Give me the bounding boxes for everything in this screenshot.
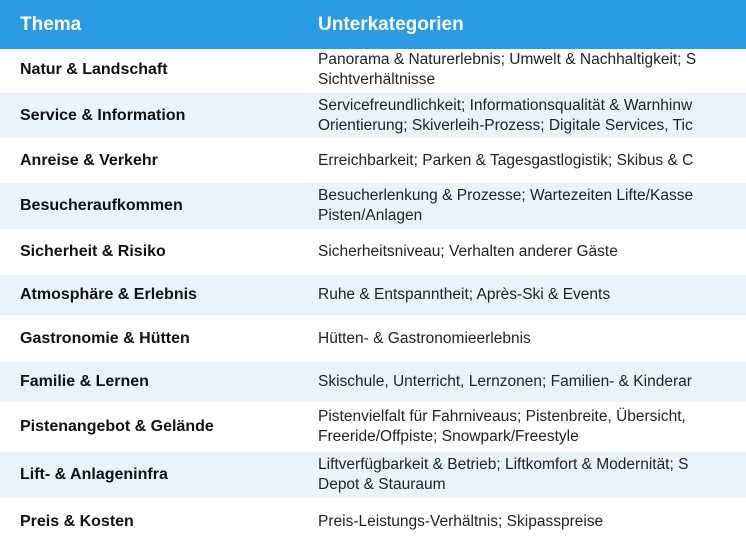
table-row [0, 140, 746, 183]
header-unterkategorien: Unterkategorien [318, 14, 464, 35]
table-row [0, 231, 746, 275]
theme-cell: Service & Information [20, 106, 186, 124]
theme-cell: Preis & Kosten [20, 512, 134, 530]
subcategories-cell: Sicherheitsniveau; Verhalten anderer Gäste [318, 243, 618, 260]
theme-cell: Gastronomie & Hütten [20, 329, 190, 347]
theme-cell: Familie & Lernen [20, 373, 149, 390]
theme-cell: Anreise & Verkehr [20, 151, 158, 169]
subcategories-cell: Preis-Leistungs-Verhältnis; Skipasspreise [318, 512, 604, 530]
subcategories-cell: Hütten- & Gastronomieerlebnis [318, 329, 531, 347]
theme-cell: Atmosphäre & Erlebnis [20, 286, 197, 303]
table-row [0, 183, 746, 231]
subcategories-cell: Liftverfügbarkeit & Betrieb; Liftkomfort & Modernität; S Depot & Stauraum [318, 456, 689, 493]
table-row [0, 49, 746, 93]
subcategories-cell: Ruhe & Entspanntheit; Après-Ski & Events [318, 286, 611, 303]
table-body [0, 49, 746, 545]
table-row [0, 93, 746, 140]
table-row [0, 404, 746, 452]
theme-cell: Sicherheit & Risiko [20, 243, 166, 260]
table-row [0, 500, 746, 545]
table-row [0, 362, 746, 404]
subcategories-cell: Besucherlenkung & Prozesse; Wartezeiten Lifte/Kasse Pisten/Anlagen [318, 187, 694, 224]
subcategories-cell: Panorama & Naturerlebnis; Umwelt & Nachhaltigkeit; S Sichtverhältnisse [318, 51, 697, 88]
subcategories-cell: Erreichbarkeit; Parken & Tagesgastlogistik; Skibus & C [318, 151, 694, 169]
theme-cell: Pistenangebot & Gelände [20, 418, 214, 435]
subcategories-cell: Pistenvielfalt für Fahrniveaus; Pistenbreite, Übersicht, Freeride/Offpiste; Snowpark/Freestyle [318, 408, 686, 445]
table-header-row [0, 0, 746, 49]
table-row [0, 275, 746, 317]
subcategories-cell: Skischule, Unterricht, Lernzonen; Familien- & Kinderar [318, 373, 692, 390]
theme-cell: Lift- & Anlageninfra [20, 466, 168, 483]
theme-cell: Besucheraufkommen [20, 197, 183, 214]
header-thema: Thema [20, 14, 82, 35]
subcategories-cell: Servicefreundlichkeit; Informationsqualität & Warnhinw Orientierung; Skiverleih-Prozess; Digitale Services, Tic [318, 96, 693, 134]
table-row [0, 317, 746, 362]
table-row [0, 452, 746, 500]
theme-cell: Natur & Landschaft [20, 61, 168, 78]
